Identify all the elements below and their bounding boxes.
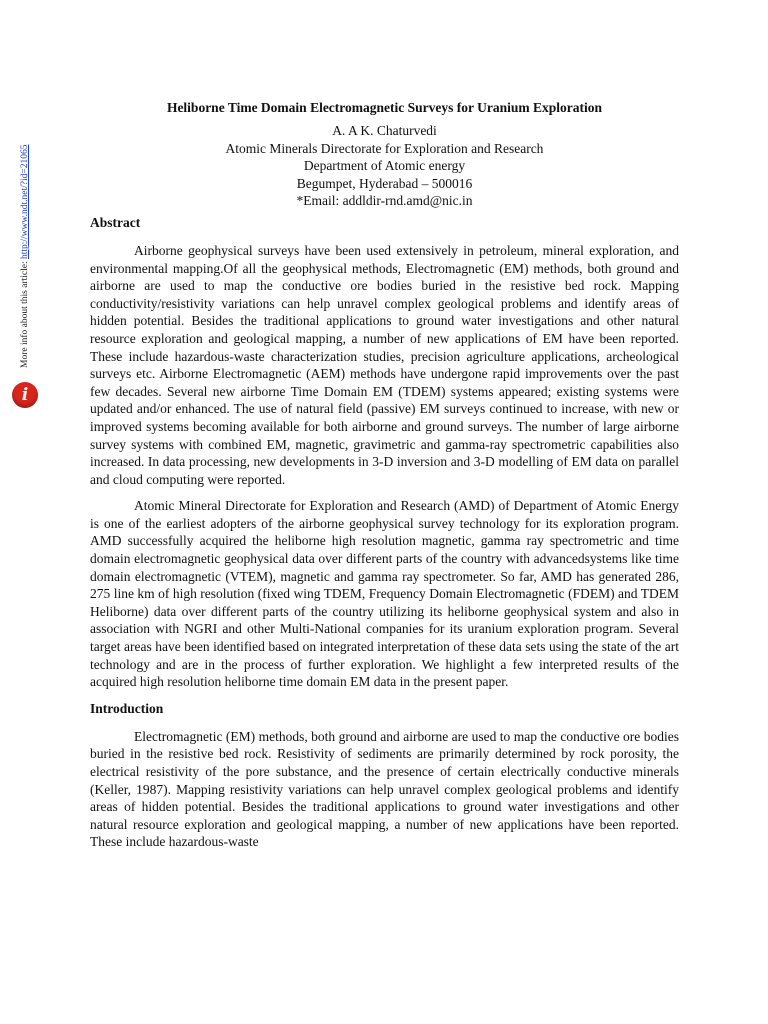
abstract-heading: Abstract <box>90 214 141 230</box>
abstract-paragraph-1: Airborne geophysical surveys have been used extensively in petroleum, mineral exploration, and environmental mapping.Of all the geophysical methods, Electromagnetic (EM) methods, both ground and airborne are used to map the conductive ore bodies buried in the resistive bed rock. Mapping conductivity/resistivity variations can help unravel complex geological problems and identify areas of hidden potential. Besides the traditional applications to ground water investigations and other natural resource exploration and geological mapping, a number of new applications of EM have been reported. These include hazardous-waste characterization studies, precision agriculture applications, archeological surveys etc. Airborne Electromagnetic (AEM) methods have undergone rapid improvements over the past few decades. Several new airborne Time Domain EM (TDEM) systems appeared; existing systems were updated and/or enhanced. The use of natural field (passive) EM surveys continued to increase, with new or improved systems becoming available for both airborne and ground surveys. The number of large airborne survey systems with combined EM, magnetic, gravimetric and gamma-ray spectrometric capabilities also increased. In data processing, new developments in 3-D inversion and 3-D modelling of EM data on parallel and cloud computing were reported. <box>90 242 679 487</box>
introduction-heading: Introduction <box>90 700 164 716</box>
affiliation: Atomic Minerals Directorate for Exploration and Research <box>225 140 544 156</box>
info-icon[interactable]: i <box>12 382 38 408</box>
abstract-paragraph-2: Atomic Mineral Directorate for Exploration and Research (AMD) of Department of Atomic Energy is one of the earliest adopters of the airborne geophysical survey technology for its exploration program. AMD successfully acquired the heliborne high resolution magnetic, gamma ray spectrometric and time domain electromagnetic geophysical data over different parts of the country with advancedsystems like time domain electromagnetic (VTEM), magnetic and gamma ray spectrometer. So far, AMD has generated 286, 275 line km of high resolution (fixed wing TDEM, Frequency Domain Electromagnetic (FDEM) and TDEM Heliborne) data over different parts of the country utilizing its heliborne geophysical system and also in association with NGRI and other Multi-National companies for its uranium exploration program. Several target areas have been identified based on integrated interpretation of these data sets using the state of the art technology and are in the process of further exploration. We highlight a few interpreted results of the acquired high resolution heliborne time domain EM data in the present paper. <box>90 498 679 690</box>
author-name: A. A K. Chaturvedi <box>332 123 437 138</box>
email: *Email: addldir-rnd.amd@nic.in <box>296 193 473 209</box>
article-info-note <box>20 145 30 368</box>
paper-page <box>90 98 679 860</box>
paper-title: Heliborne Time Domain Electromagnetic Surveys for Uranium Exploration <box>166 100 603 115</box>
introduction-paragraph-1: Electromagnetic (EM) methods, both ground and airborne are used to map the conductive ore bodies buried in the resistive bed rock. Resistivity of sediments are primarily determined by rock porosity, the electrical resistivity of the pore substance, and the presence of certain electrically conductive minerals (Keller, 1987). Mapping resistivity variations can help unravel complex geological problems and identify areas of hidden potential. Besides the traditional applications to ground water investigations and other natural resource exploration and geological mapping, a number of new applications have been reported. These include hazardous-waste <box>90 728 679 850</box>
address: Begumpet, Hyderabad – 500016 <box>296 175 473 191</box>
article-info-prefix: More info about this article: <box>20 259 30 368</box>
department: Department of Atomic energy <box>303 158 466 174</box>
author-block <box>90 122 679 210</box>
article-info-link[interactable]: http://www.ndt.net/?id=21065 <box>20 144 30 260</box>
